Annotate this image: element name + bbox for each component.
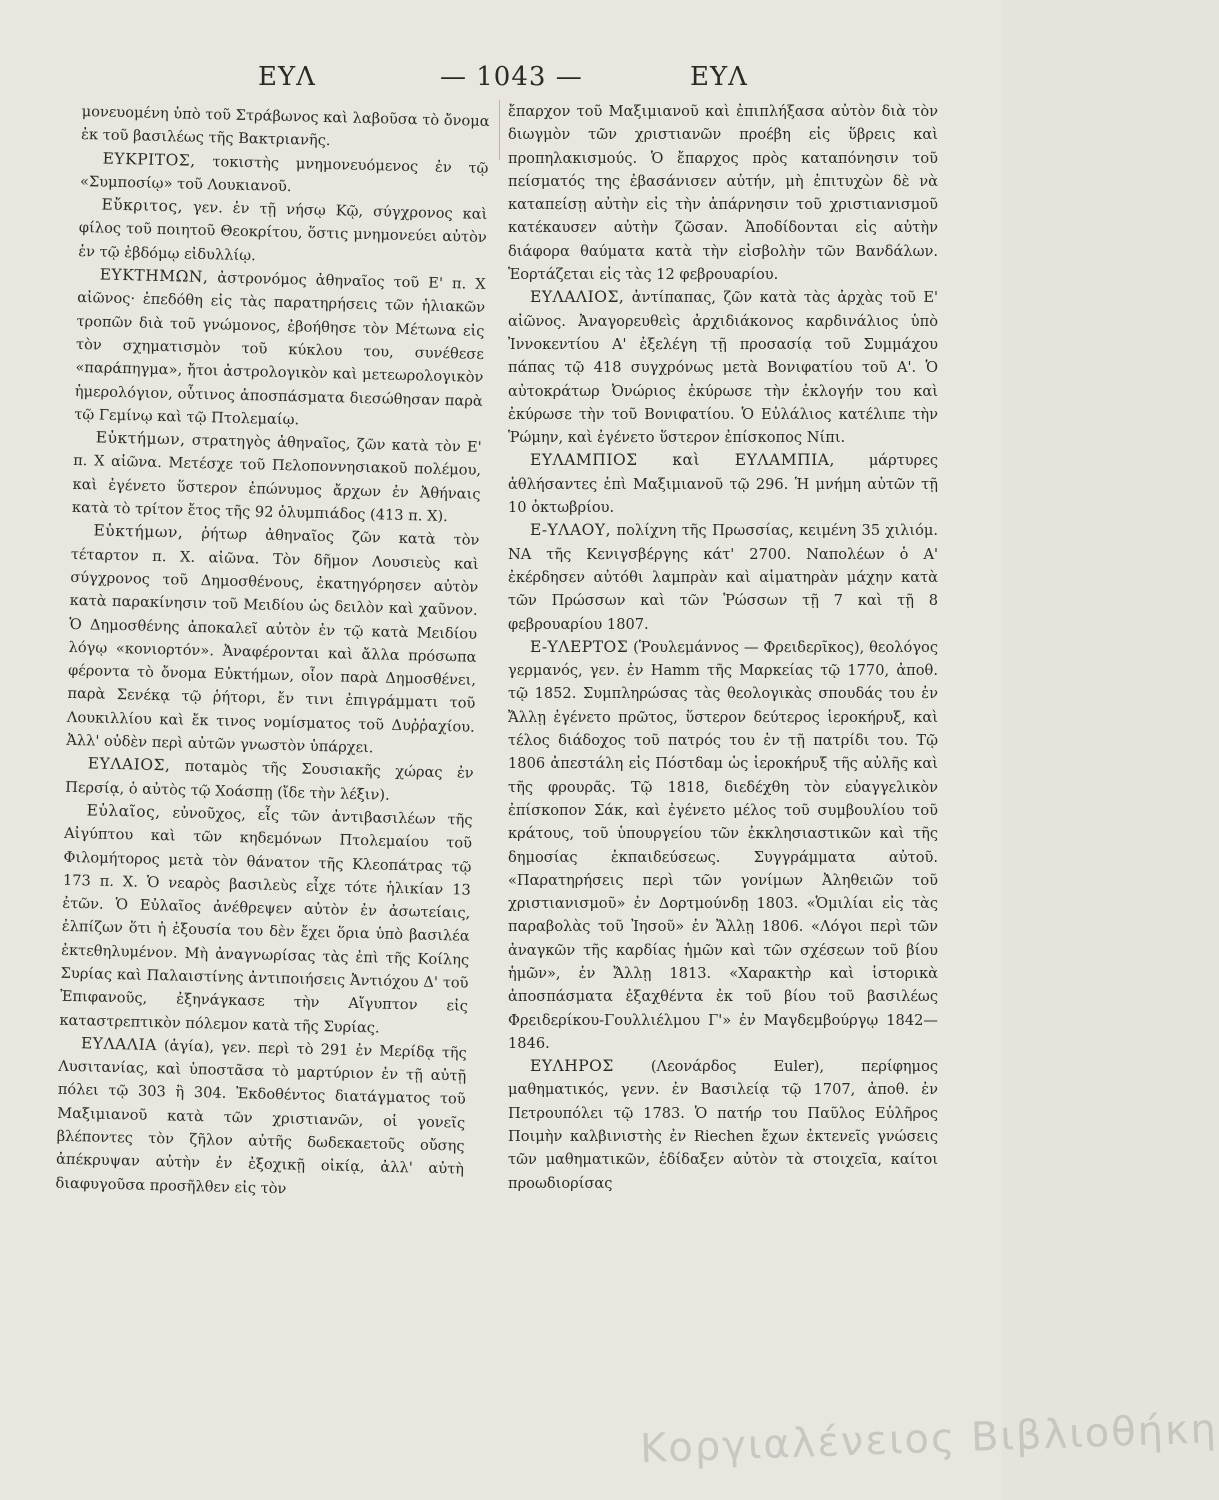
entry-headword: ΕΥΛΗΡΟΣ [530,1057,614,1076]
dictionary-entry [508,519,938,635]
entry-text: ἔπαρχον τοῦ Μαξιμιανοῦ καὶ ἐπιπλήξασα αὐτὸν διὰ τὸν διωγμὸν τῶν χριστιανῶν προέβη εἰς ὕβρεις καὶ προπηλακισμούς. Ὁ ἔπαρχος πρὸς καταπόνησιν τοῦ πείσματός της ἐβασάνισεν αὐτήν, μὴ ἐπιτυχὼν δὲ νὰ καταπείσῃ αὐτὴν εἰς τὴν ἀπάρνησιν τοῦ χριστιανισμοῦ κατέκαυσεν αὐτὴν ζῶσαν. Ἀποδίδονται εἰς αὐτὴν διάφορα θαύματα κατὰ τὴν εἰσβολὴν τῶν Βανδάλων. Ἑορτάζεται εἰς τὰς 12 φεβρουαρίου. [508,103,938,284]
dictionary-entry [59,799,473,1042]
entry-headword: Ε-ΥΛΕΡΤΟΣ [530,637,629,656]
column-rule [499,100,500,160]
entry-text: γεν. ἐν τῇ νήσῳ Κῷ, σύγχρονος καὶ φίλος τοῦ ποιητοῦ Θεοκρίτου, ὅστις μνημονεύει αὐτὸν ἐν τῷ ἑβδόμῳ εἰδυλλίῳ. [78,198,488,265]
entry-text: πολίχνη τῆς Πρωσσίας, κειμένη 35 χιλιόμ. ΝΑ τῆς Κενιγσβέργης κάτ' 2700. Ναπολέων ὁ Α' ἐκέρδησεν αὐτόθι λαμπρὰν καὶ αἱματηρὰν μάχην κατὰ τῶν Πρώσσων καὶ τῶν Ῥώσσων τῇ 7 καὶ τῇ 8 φεβρουαρίου 1807. [508,522,938,633]
dictionary-entry [78,193,488,273]
entry-text: μονευομένη ὑπὸ τοῦ Στράβωνος καὶ λαβοῦσα τὸ ὄνομα ἐκ τοῦ βασιλέως τῆς Βακτριανῆς. [80,102,490,150]
entry-text: ἀστρονόμος ἀθηναῖος τοῦ Ε' π. Χ αἰῶνος· ἐπεδόθη εἰς τὰς παρατηρήσεις τῶν ἡλιακῶν τροπῶν διὰ τοῦ γνώμονος, ἐβοήθησε τὸν Μέτωνα εἰς τὸν σχηματισμὸν τοῦ κύκλου του, συνέθεσε «παράπηγμα», ἤτοι ἀστρολογικὸν καὶ μετεωρολογικὸν ἡμερολόγιον, οὗτινος ἀποσπάσματα διεσώθησαν παρὰ τῷ Γεμίνῳ καὶ τῷ Πτολεμαίῳ. [74,269,486,429]
page-number: — 1043 — [440,62,583,92]
entry-headword: ΕΥΛΑΜΠΙΟΣ καὶ ΕΥΛΑΜΠΙΑ, [530,451,835,470]
dictionary-entry [55,1032,467,1205]
running-head [0,62,1001,98]
entry-text: εὐνοῦχος, εἷς τῶν ἀντιβασιλέων τῆς Αἰγύπτου καὶ τῶν κηδεμόνων Πτολεμαίου τοῦ Φιλομήτορος μετὰ τὸν θάνατον τῆς Κλεοπάτρας τῷ 173 π. Χ. Ὁ νεαρὸς βασιλεὺς εἶχε τότε ἡλικίαν 13 ἐτῶν. Ὁ Εὐλαῖος ἀνέθρεψεν αὐτὸν ἐν ἀσωτείαις, ἐλπίζων ὅτι ἡ ἐξουσία του δὲν ἔχει ὅρια ὑπὸ βασιλέα ἐκτεθηλυμένον. Μὴ ἀναγνωρίσας τὰς ἐπὶ τῆς Κοίλης Συρίας καὶ Παλαιστίνης ἀντιποιήσεις Ἀντιόχου Δ' τοῦ Ἐπιφανοῦς, ἐξηνάγκασε τὴν Αἴγυπτον εἰς καταστρεπτικὸν πόλεμον κατὰ τῆς Συρίας. [59,804,473,1037]
entry-headword: ΕΥΛΑΙΟΣ, [87,754,171,775]
entry-headword: Εὐκτήμων, [95,428,186,449]
dictionary-entry [508,286,938,449]
left-column [48,100,490,1490]
dictionary-entry [66,519,480,762]
library-watermark: Κοργιαλένειος Βιβλιοθήκη [639,1406,1219,1473]
entry-headword: Εὐκτήμων, [93,521,184,542]
entry-headword: Εὔκριτος, [101,195,184,216]
dictionary-entry [74,263,486,436]
entry-text: (Ῥουλεμάννος — Φρειδερῖκος), θεολόγος γερμανός, γεν. ἐν Hamm τῆς Μαρκείας τῷ 1770, ἀποθ. τῷ 1852. Συμπληρώσας τὰς θεολογικὰς σπουδάς του ἐν Ἄλλῃ ἐγένετο πρῶτος, ὕστερον δεύτερος ἱεροκήρυξ, καὶ τέλος διάδοχος τοῦ πατρός του ἐν τῇ πατρίδι του. Τῷ 1806 ἀπεστάλη εἰς Πόστδαμ ὡς ἱεροκήρυξ τῆς αὐλῆς καὶ τῆς φρουρᾶς. Τῷ 1818, διεδέχθη τὸν εὐαγγελικὸν ἐπίσκοπον Σάκ, καὶ ἐγένετο μέλος τοῦ συμβουλίου τοῦ κράτους, τοῦ ὑπουργείου τῶν ἐκκλησιαστικῶν καὶ τῆς δημοσίας ἐκπαιδεύσεως. Συγγράμματα αὐτοῦ. «Παρατηρήσεις περὶ τῶν γονίμων Ἀληθειῶν τοῦ χριστιανισμοῦ» ἐν Δορτμούνδῃ 1803. «Ὁμιλίαι εἰς τὰς παραβολὰς τοῦ Ἰησοῦ» ἐν Ἄλλῃ 1806. «Λόγοι περὶ τῶν ἀναγκῶν τῆς καρδίας ἡμῶν καὶ τῶν σχέσεων τοῦ βίου ἡμῶν», ἐν Ἄλλῃ 1813. «Χαρακτὴρ καὶ ἱστορικὰ ἀποσπάσματα ἐξαχθέντα ἐκ τοῦ βίου τοῦ βασιλέως Φρειδερίκου-Γουλλιέλμου Γ'» ἐν Μαγδεμβούργῳ 1842—1846. [508,638,938,1052]
dictionary-entry [72,426,482,529]
dictionary-entry [508,636,938,1055]
dictionary-entry [508,449,938,519]
entry-text: ἀντίπαπας, ζῶν κατὰ τὰς ἀρχὰς τοῦ Ε' αἰῶνος. Ἀναγορευθεὶς ἀρχιδιάκονος καρδινάλιος ὑπὸ Ἰννοκεντίου Α' ἐξελέγη τῇ προσασίᾳ τοῦ Συμμάχου πάπας τῷ 418 συγχρόνως μετὰ Βονιφατίου τοῦ Α'. Ὁ αὐτοκράτωρ Ὀνώριος ἐκύρωσε τὴν ἐκλογήν του καὶ ἐκύρωσε τὴν τοῦ Βονιφατίου. Ὁ Εὐλάλιος κατέλιπε τὴν Ῥώμην, καὶ ἐγένετο ὕστερον ἐπίσκοπος Νίπι. [508,289,938,447]
entry-text: (Λεονάρδος Euler), περίφημος μαθηματικός, γενν. ἐν Βασιλείᾳ τῷ 1707, ἀποθ. ἐν Πετρουπόλει τῷ 1783. Ὁ πατήρ του Παῦλος Εὐλῆρος Ποιμὴν καλβινιστὴς ἐν Riechen ἔχων ἐκτενεῖς γνώσεις τῶν μαθηματικῶν, ἐδίδαξεν αὐτὸν τὰ στοιχεῖα, καίτοι προωδιορίσας [508,1058,938,1192]
dictionary-entry [508,1055,938,1195]
entry-text: τοκιστὴς μνημονευόμενος ἐν τῷ «Συμποσίῳ» τοῦ Λουκιανοῦ. [79,152,489,196]
entry-headword: ΕΥΛΑΛΙΟΣ, [530,288,625,307]
entry-headword: Ε-ΥΛΑΟΥ, [530,521,612,540]
dictionary-entry [508,100,938,286]
entry-headword: ΕΥΚΡΙΤΟΣ, [102,149,196,170]
header-right-keyword: ΕΥΛ [690,62,748,92]
entry-text: ποταμὸς τῆς Σουσιακῆς χώρας ἐν Περσίᾳ, ὁ αὐτὸς τῷ Χοάσπῃ (ἴδε τὴν λέξιν). [65,757,474,804]
header-left-keyword: ΕΥΛ [258,62,316,92]
entry-text: μάρτυρες ἀθλήσαντες ἐπὶ Μαξιμιανοῦ τῷ 296. Ἡ μνήμη αὐτῶν τῇ 10 ὀκτωβρίου. [508,452,938,517]
entry-headword: Εὐλαῖος, [86,801,161,822]
entry-text: (ἁγία), γεν. περὶ τὸ 291 ἐν Μερίδᾳ τῆς Λυσιτανίας, καὶ ὑποστᾶσα τὸ μαρτύριον ἐν τῇ αὐτῇ πόλει τῷ 303 ἢ 304. Ἐκδοθέντος διατάγματος τοῦ Μαξιμιανοῦ κατὰ τῶν χριστιανῶν, οἱ γονεῖς βλέποντες τὸν ζῆλον αὐτῆς δωδεκαετοῦς οὔσης ἀπέκρυψαν αὐτὴν ἐν ἐξοχικῇ οἰκίᾳ, ἀλλ' αὐτὴ διαφυγοῦσα προσῆλθεν εἰς τὸν [55,1036,468,1197]
entry-headword: ΕΥΚΤΗΜΩΝ, [99,265,209,287]
entry-text: ῥήτωρ ἀθηναῖος ζῶν κατὰ τὸν τέταρτον π. Χ. αἰῶνα. Τὸν δῆμον Λουσιεὺς καὶ σύγχρονος τοῦ Δημοσθένους, ἐκατηγόρησεν αὐτὸν κατὰ παρακίνησιν τοῦ Μειδίου ὡς δειλὸν καὶ χαῦνον. Ὁ Δημοσθένης ἀποκαλεῖ αὐτὸν ἐν τῷ κατὰ Μειδίου λόγῳ «κονιορτόν». Ἀναφέρονται καὶ ἄλλα πρόσωπα φέροντα τὸ ὄνομα Εὐκτήμων, οἷον παρὰ Δημοσθένει, παρὰ Σενέκᾳ τῷ ῥήτορι, ἔν τινι ἐπιγράμματι τοῦ Λουκιλλίου καὶ ἔκ τινος νομίσματος τοῦ Δυῤῥαχίου. Ἀλλ' οὐδὲν περὶ αὐτῶν γνωστὸν ὑπάρχει. [66,524,480,757]
right-column [508,100,938,1480]
entry-headword: ΕΥΛΑΛΙΑ [80,1034,158,1054]
entry-text: στρατηγὸς ἀθηναῖος, ζῶν κατὰ τὸν Ε' π. Χ αἰῶνα. Μετέσχε τοῦ Πελοποννησιακοῦ πολέμου, καὶ ἐγένετο ὕστερον ἐπώνυμος ἄρχων ἐν Ἀθήναις κατὰ τὸ τρίτον ἔτος τῆς 92 ὀλυμπιάδος (413 π. Χ). [71,431,482,526]
